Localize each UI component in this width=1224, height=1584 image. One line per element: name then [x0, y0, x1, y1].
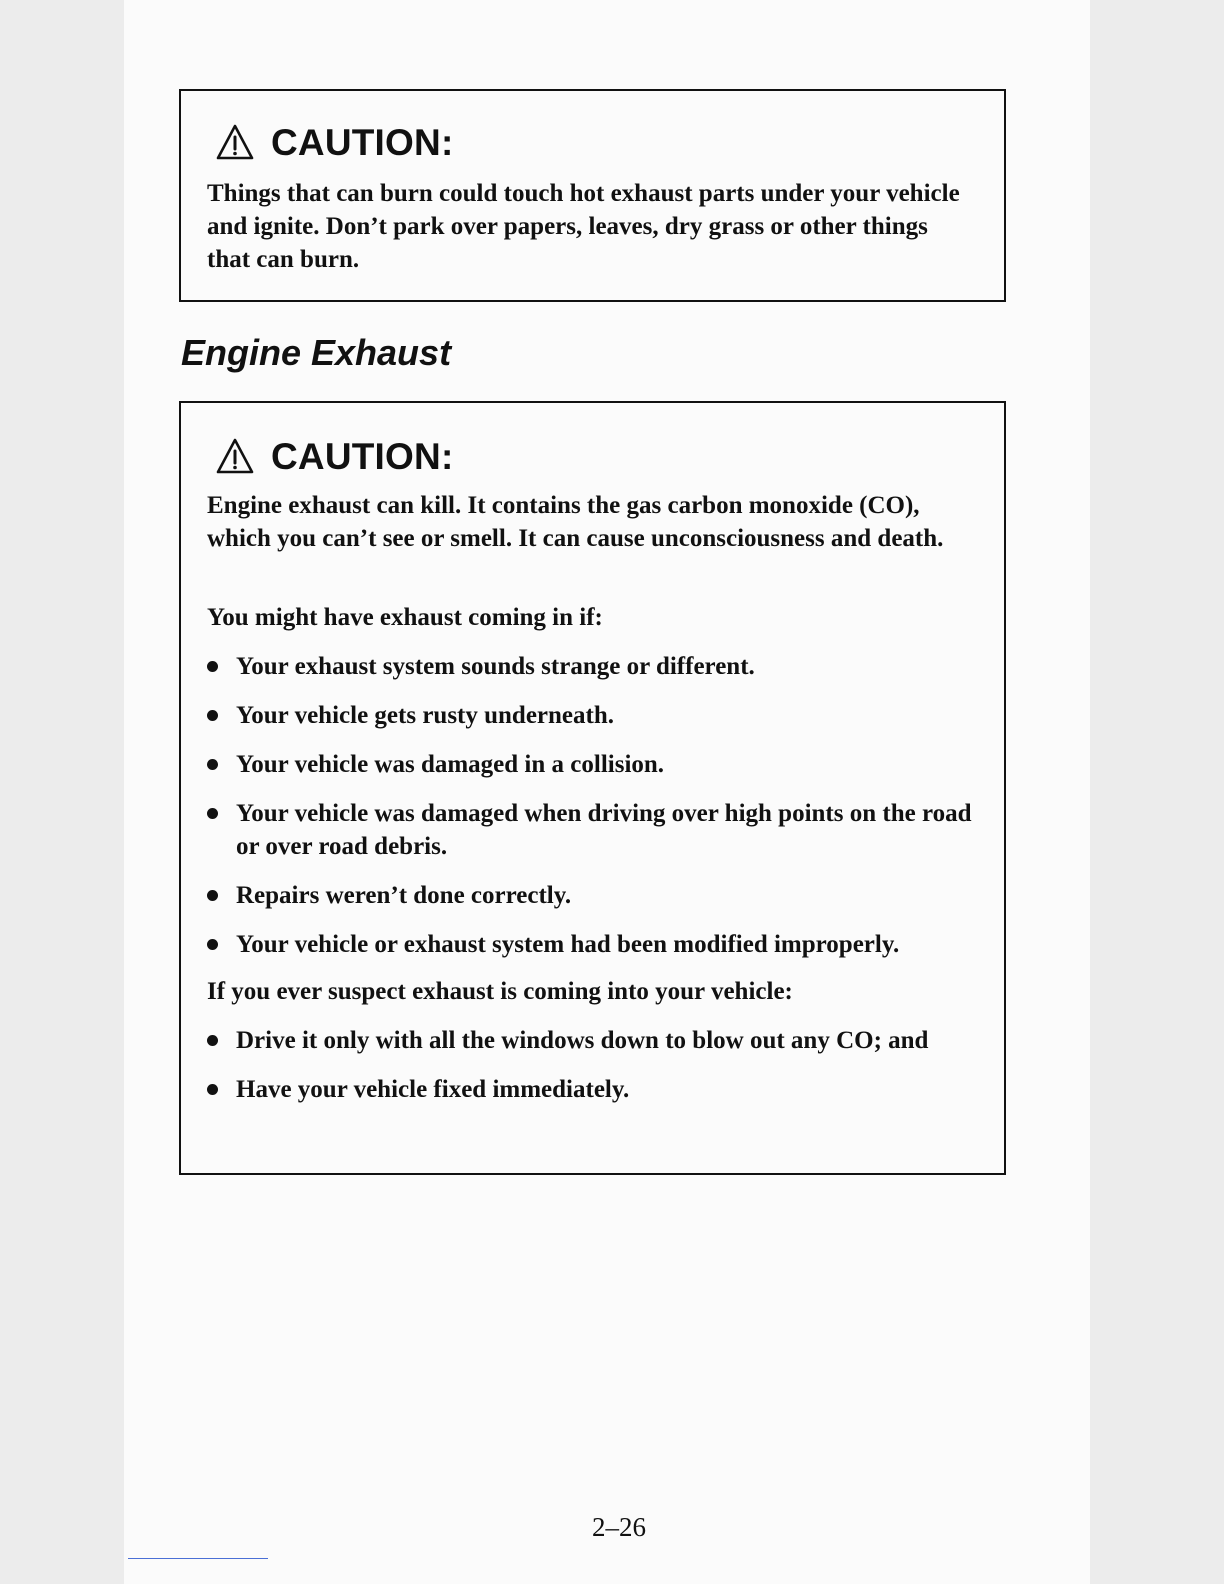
list-item — [207, 1024, 987, 1057]
caution-header — [215, 437, 453, 475]
list-item — [207, 748, 987, 781]
list-item-text: Repairs weren’t done correctly. — [236, 882, 572, 909]
list-item-text: Your vehicle was damaged when driving over high points on the road or over road debris. — [236, 800, 972, 860]
list-item-text: Your vehicle gets rusty underneath. — [236, 702, 615, 729]
warning-triangle-icon — [215, 123, 255, 161]
caution-text-action-lead: If you ever suspect exhaust is coming into your vehicle: — [207, 978, 793, 1005]
bullet-icon — [207, 808, 218, 819]
caution-box-exhaust — [179, 401, 1006, 1175]
list-item — [207, 699, 987, 732]
bullet-icon — [207, 890, 218, 901]
caution-text-intro: Engine exhaust can kill. It contains the gas carbon monoxide (CO), which you can’t see or smell. It can cause unconsciousness and death. — [207, 492, 944, 552]
bullet-icon — [207, 939, 218, 950]
page-number: 2–26 — [592, 1512, 646, 1542]
caution-text-signs-lead: You might have exhaust coming in if: — [207, 604, 603, 631]
exhaust-signs-list — [207, 650, 987, 977]
warning-triangle-icon — [215, 437, 255, 475]
caution-title: CAUTION: — [271, 121, 454, 163]
list-item-text: Your vehicle was damaged in a collision. — [236, 751, 665, 778]
bullet-icon — [207, 710, 218, 721]
bullet-icon — [207, 1084, 218, 1095]
list-item-text: Drive it only with all the windows down to blow out any CO; and — [236, 1027, 929, 1054]
list-item — [207, 879, 987, 912]
footer-divider — [128, 1558, 268, 1559]
bullet-icon — [207, 1035, 218, 1046]
bullet-icon — [207, 759, 218, 770]
bullet-icon — [207, 661, 218, 672]
list-item-text: Your vehicle or exhaust system had been modified improperly. — [236, 931, 900, 958]
caution-header — [215, 123, 453, 161]
exhaust-actions-list — [207, 1024, 987, 1122]
list-item — [207, 650, 987, 683]
section-heading: Engine Exhaust — [181, 332, 452, 373]
manual-page — [124, 0, 1090, 1584]
caution-box-burnables — [179, 89, 1006, 302]
list-item — [207, 928, 987, 961]
list-item-text: Have your vehicle fixed immediately. — [236, 1076, 630, 1103]
list-item — [207, 1073, 987, 1106]
list-item — [207, 797, 987, 863]
caution-title: CAUTION: — [271, 435, 454, 477]
list-item-text: Your exhaust system sounds strange or different. — [236, 653, 755, 680]
caution-text: Things that can burn could touch hot exhaust parts under your vehicle and ignite. Don’t park over papers, leaves, dry grass or other things that can burn. — [207, 180, 960, 273]
